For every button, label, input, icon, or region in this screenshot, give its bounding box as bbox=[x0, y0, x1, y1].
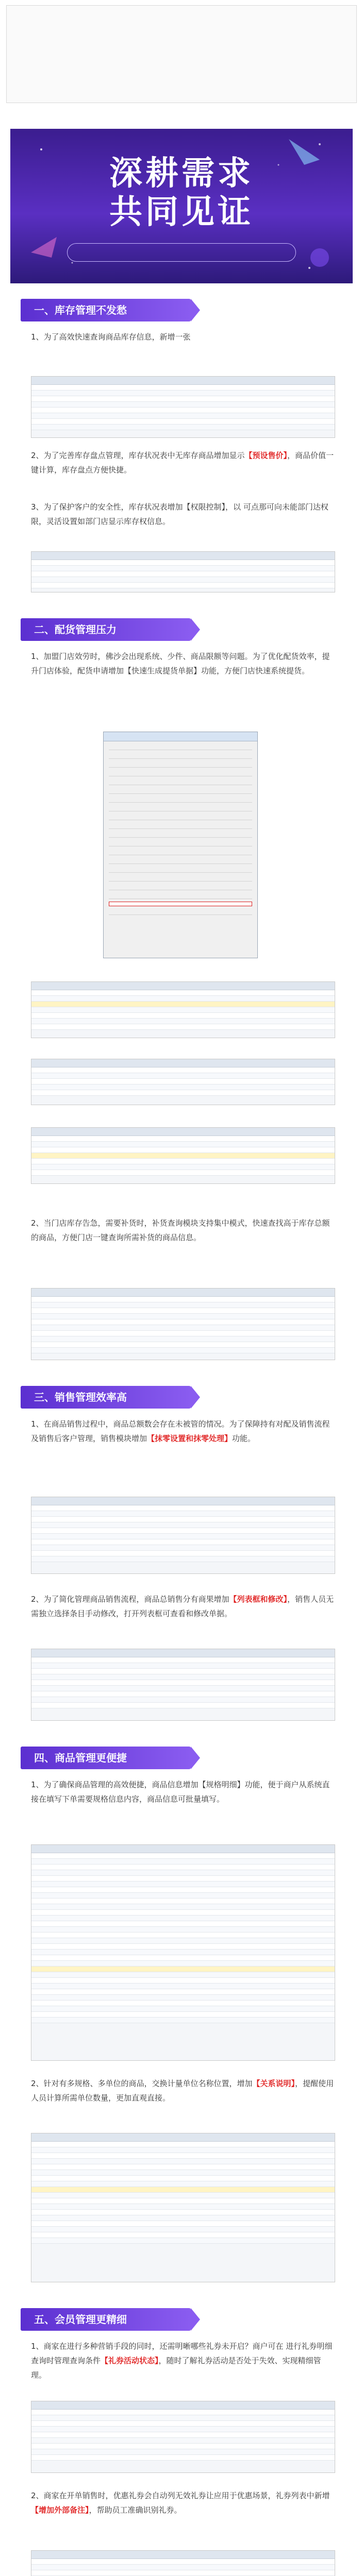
s3-p1-text-end: 功能。 bbox=[232, 1434, 256, 1443]
s3-screenshot-2 bbox=[31, 1649, 335, 1721]
s5-p2-text: 2、商家在开单销售时，优惠礼券会自动列无效礼券让应用于优惠场景，礼券列表中新增 bbox=[31, 2491, 330, 2500]
s1-screenshot-1 bbox=[31, 376, 335, 438]
s1-para-1 bbox=[31, 330, 335, 344]
hero-title-line1: 深耕需求 bbox=[109, 155, 254, 193]
s1-para-2 bbox=[31, 448, 335, 477]
s2-screenshot-5 bbox=[31, 1288, 335, 1360]
s1-p2-text-end: ，商品价值一键计算，库存盘点方便快捷。 bbox=[31, 451, 334, 474]
s4-p2-highlight: 【关系说明】 bbox=[252, 2079, 295, 2088]
s1-screenshot-2 bbox=[31, 551, 335, 592]
s2-settings-dialog bbox=[103, 732, 258, 958]
s3-screenshot-1 bbox=[31, 1497, 335, 1574]
s4-screenshot-2 bbox=[31, 2133, 335, 2282]
hero-subtitle bbox=[67, 243, 296, 262]
s3-p1-text: 1、在商品销售过程中，商品总额数会存在未被管的情况。为了保障持有对配及销售流程及销售后客户管理，销售模块增加 bbox=[31, 1419, 330, 1443]
s3-para-1 bbox=[31, 1417, 335, 1446]
s4-screenshot-1 bbox=[31, 1844, 335, 2061]
intro-box bbox=[6, 5, 357, 103]
s2-screenshot-3 bbox=[31, 1059, 335, 1105]
s5-p1-highlight: 【礼券活动状态】 bbox=[101, 2356, 159, 2365]
s1-para-3: 3、为了保护客户的安全性，库存状况表增加【权限控制】，以 可点那可向未能部门达权限，灵活设置如部门店显示库存权信息。 bbox=[31, 502, 328, 526]
s2-screenshot-4 bbox=[31, 1127, 335, 1184]
s4-p2-text: 2、针对有多规格、多单位的商品，交换计量单位名称位置，增加 bbox=[31, 2079, 253, 2088]
hero-banner bbox=[10, 129, 353, 283]
s5-p1-text: 1、商家在进行多种营销手段的同时，还需明晰哪些礼券未开启？商户可在 进行礼券明细查询时管理查询条件 bbox=[31, 2342, 333, 2365]
s5-para-1 bbox=[31, 2339, 335, 2382]
s3-p2-highlight: 【列表框和修改】 bbox=[229, 1595, 288, 1604]
s3-p2-text-end: ，销售人员无需独立选择条目手动修改，打开列表框可查看和修改单据。 bbox=[31, 1595, 334, 1618]
s1-p2-text: 2、为了完善库存盘点管理，库存状况表中无库存商品增加显示 bbox=[31, 451, 245, 460]
section-title-product: 四、商品管理更便捷 bbox=[21, 1747, 191, 1769]
s2-para-2: 2、当门店库存告急，需要补货时，补货查询模块支持集中模式，快速查找高于库存总额的商品，方便门店一键查询所需补货的商品信息。 bbox=[31, 1218, 330, 1242]
s5-p1-text-end: ，随时了解礼券活动是否处于失效、实现精细管理。 bbox=[31, 2356, 321, 2380]
section-title-inventory: 一、库存管理不发愁 bbox=[21, 299, 191, 321]
hero-title-line2: 共同见证 bbox=[109, 193, 254, 231]
s2-screenshot-2 bbox=[31, 981, 335, 1038]
s4-para-2 bbox=[31, 2076, 335, 2105]
s5-p2-text-end: ，帮助员工准确识别礼券。 bbox=[89, 2505, 182, 2515]
s4-p2-text-end: ，提醒使用人员计算所需单位数量，更加直观直接。 bbox=[31, 2079, 334, 2103]
s3-para-2 bbox=[31, 1592, 335, 1621]
section-title-sales: 三、销售管理效率高 bbox=[21, 1386, 191, 1409]
section-title-member: 五、会员管理更精细 bbox=[21, 2308, 191, 2331]
s3-p2-text: 2、为了简化管理商品销售流程，商品总销售分有商果增加 bbox=[31, 1595, 229, 1604]
s1-p2-highlight: 【预设售价】 bbox=[244, 451, 288, 460]
s4-para-1: 1、为了确保商品管理的高效便捷，商品信息增加【规格明细】功能，便于商户从系统直接在填写下单需要规格信息内容，商品信息可批量填写。 bbox=[31, 1780, 330, 1804]
s5-screenshot-1 bbox=[31, 2401, 335, 2473]
s3-p1-highlight: 【抹零设置和抹零处理】 bbox=[147, 1434, 233, 1443]
section-title-distribution: 二、配货管理压力 bbox=[21, 618, 191, 641]
s5-para-2 bbox=[31, 2488, 335, 2517]
s2-para-1: 1、加盟门店效劳时，佛沙会出现系统、少件、商品限额等问题。为了优化配货效率，提升门店体验，配货申请增加【快速生成提货单据】功能，方便门店快速系统提货。 bbox=[31, 652, 330, 675]
s5-p2-highlight: 【增加外部备注】 bbox=[31, 2505, 89, 2515]
s1-p1-text: 1、为了高效快速查询商品库存信息，新增一张 bbox=[31, 332, 191, 342]
s5-screenshot-2 bbox=[31, 2550, 335, 2576]
